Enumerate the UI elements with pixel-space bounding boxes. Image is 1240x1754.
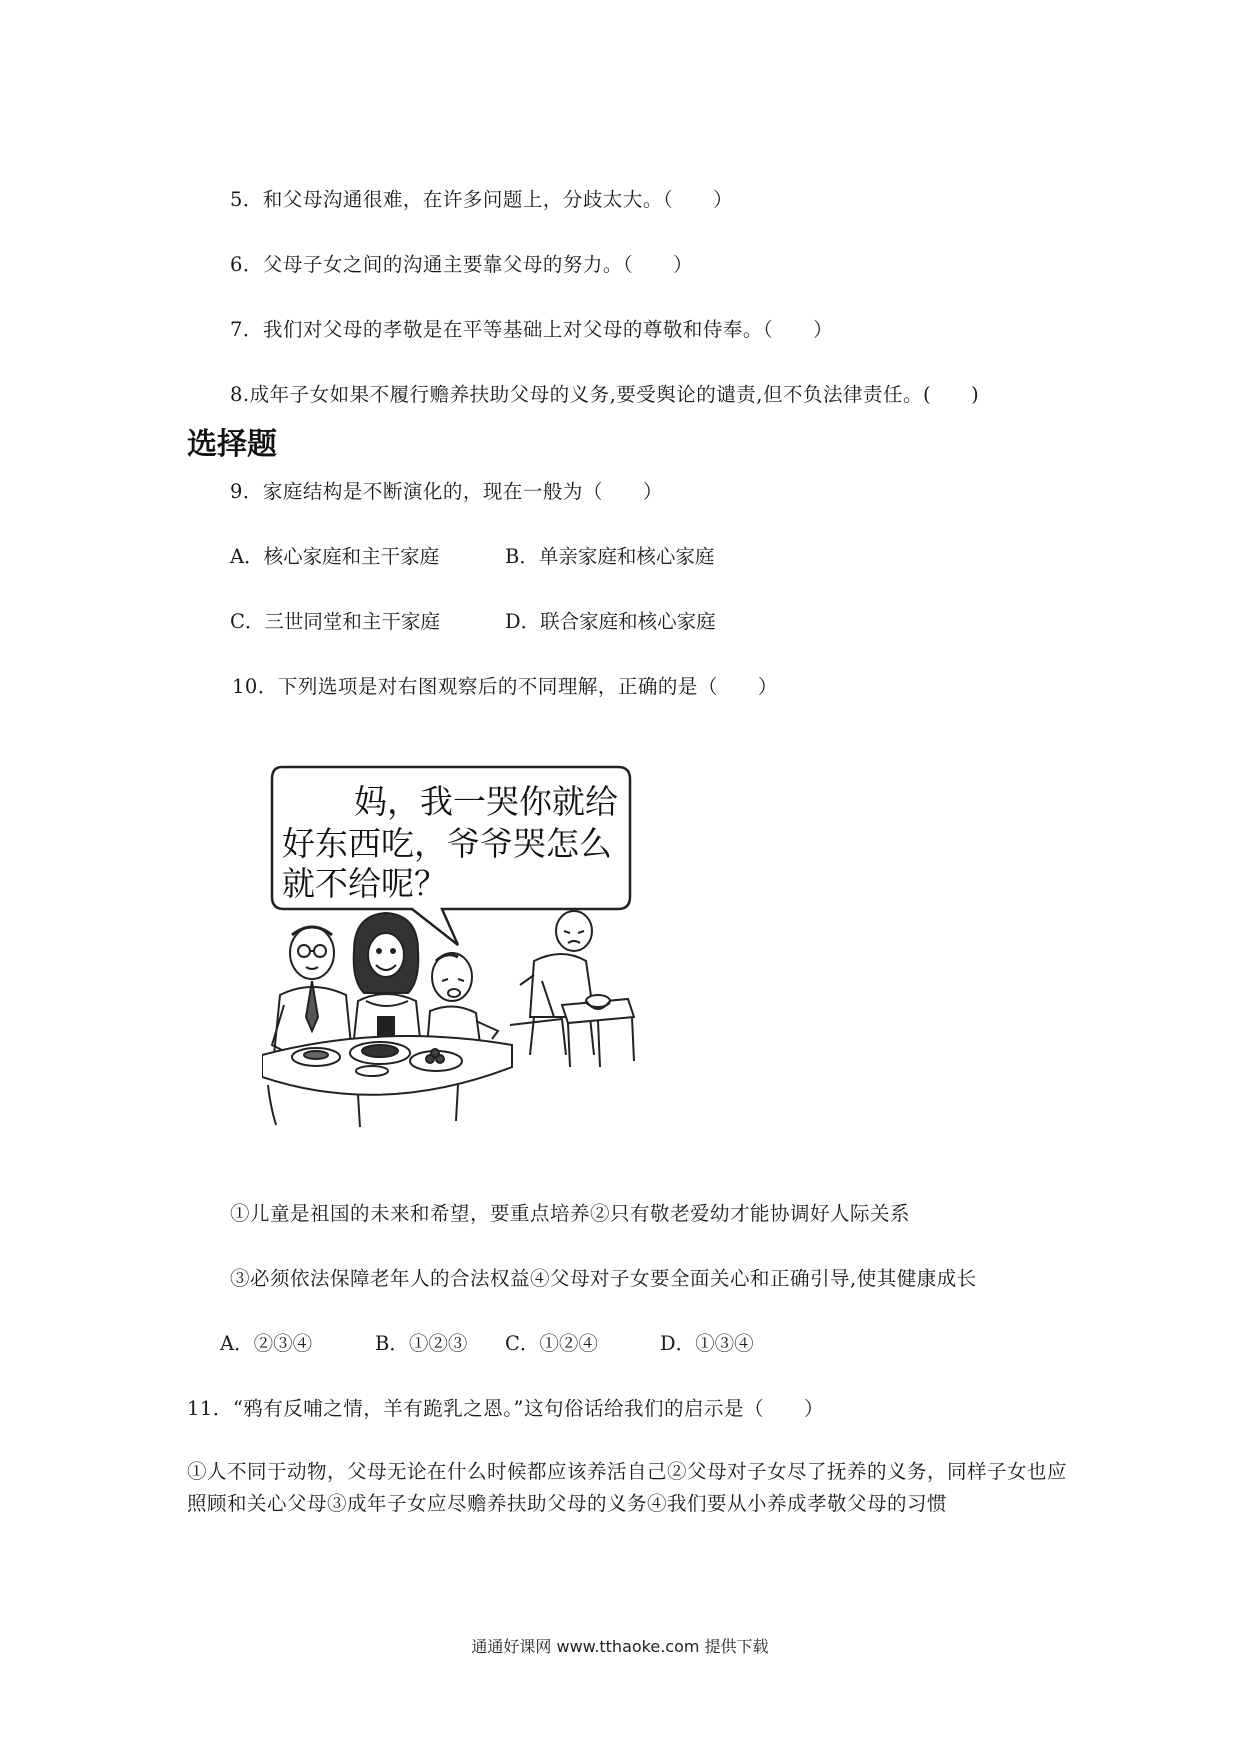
question-9-option-b: B．单亲家庭和核心家庭 (505, 545, 715, 568)
question-9-option-d: D．联合家庭和核心家庭 (505, 610, 716, 633)
question-9-stem: 9．家庭结构是不断演化的，现在一般为（ ） (230, 480, 663, 503)
bubble-line-1: 妈，我一哭你就给 (354, 782, 618, 821)
page-footer: 通通好课网 www.tthaoke.com 提供下载 (471, 1637, 769, 1656)
question-7: 7．我们对父母的孝敬是在平等基础上对父母的尊敬和侍奉。（ ） (230, 318, 834, 341)
question-11-stem: 11．“鸦有反哺之情，羊有跪乳之恩。”这句俗话给我们的启示是（ ） (187, 1397, 825, 1420)
question-10-option-c: C．①②④ (505, 1332, 598, 1355)
bubble-line-2: 好东西吃，爷爷哭怎么 (282, 824, 612, 863)
dining-table (262, 1036, 512, 1127)
question-10-option-a: A．②③④ (220, 1332, 313, 1355)
question-11-statements: ①人不同于动物，父母无论在什么时候都应该养活自己②父母对子女尽了抚养的义务，同样子女也应照顾和关心父母③成年子女应尽赡养扶助父母的义务④我们要从小养成孝敬父母的习惯 (187, 1460, 1068, 1515)
question-9-option-a: A．核心家庭和主干家庭 (230, 545, 440, 568)
section-heading: 选择题 (187, 427, 277, 462)
bubble-line-3: 就不给呢？ (282, 864, 447, 903)
question-10-option-d: D．①③④ (660, 1332, 754, 1355)
question-8: 8.成年子女如果不履行赡养扶助父母的义务,要受舆论的谴责,但不负法律责任。( ) (230, 383, 980, 406)
side-table (510, 995, 634, 1067)
question-10-statement-2: ③必须依法保障老年人的合法权益④父母对子女要全面关心和正确引导,使其健康成长 (230, 1267, 977, 1290)
cartoon-illustration (262, 755, 682, 1135)
question-10-option-b: B．①②③ (375, 1332, 468, 1355)
grandfather-figure (520, 911, 594, 1055)
question-10-statement-1: ①儿童是祖国的未来和希望，要重点培养②只有敬老爱幼才能协调好人际关系 (230, 1202, 911, 1225)
father-figure (272, 927, 352, 1055)
question-10-stem: 10．下列选项是对右图观察后的不同理解，正确的是（ ） (232, 675, 778, 698)
question-6: 6．父母子女之间的沟通主要靠父母的努力。（ ） (230, 253, 694, 276)
question-5: 5．和父母沟通很难，在许多问题上，分歧太大。（ ） (230, 188, 734, 211)
question-9-option-c: C．三世同堂和主干家庭 (230, 610, 440, 633)
